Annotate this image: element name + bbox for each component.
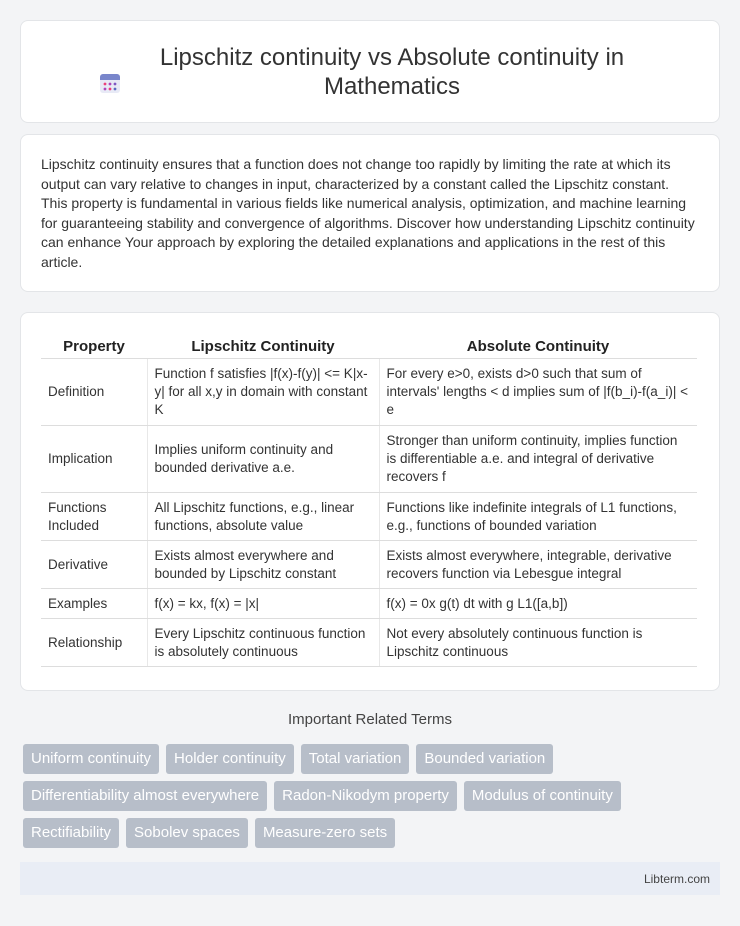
row-lipschitz: f(x) = kx, f(x) = |x| [147,589,379,619]
table-header-row [41,335,697,359]
row-absolute: Stronger than uniform continuity, implies function is differentiable a.e. and integral of derivative recovers f [379,426,697,493]
title-wrap [98,43,642,101]
tag-radon-nikodym[interactable]: Radon-Nikodym property [274,781,457,811]
tag-row [23,818,723,848]
row-property: Functions Included [41,493,147,541]
tag-sobolev-spaces[interactable]: Sobolev spaces [126,818,248,848]
row-lipschitz: Implies uniform continuity and bounded derivative a.e. [147,426,379,493]
tag-rectifiability[interactable]: Rectifiability [23,818,119,848]
row-absolute: Exists almost everywhere, integrable, derivative recovers function via Lebesgue integral [379,541,697,589]
row-property: Examples [41,589,147,619]
row-lipschitz: Every Lipschitz continuous function is absolutely continuous [147,619,379,667]
tag-modulus-of-continuity[interactable]: Modulus of continuity [464,781,621,811]
tag-bounded-variation[interactable]: Bounded variation [416,744,553,774]
calendar-icon [98,71,122,95]
related-terms [23,744,723,855]
tag-holder-continuity[interactable]: Holder continuity [166,744,294,774]
table-row [41,493,697,541]
comparison-table [41,335,697,667]
row-lipschitz: Function f satisfies |f(x)-f(y)| <= K|x-y| for all x,y in domain with constant K [147,359,379,426]
tag-row [23,781,723,811]
tag-uniform-continuity[interactable]: Uniform continuity [23,744,159,774]
tag-total-variation[interactable]: Total variation [301,744,410,774]
comparison-table-card [20,312,720,691]
footer-site-link[interactable]: Libterm.com [643,871,710,886]
row-absolute: Functions like indefinite integrals of L1 functions, e.g., functions of bounded variation [379,493,697,541]
row-lipschitz: All Lipschitz functions, e.g., linear functions, absolute value [147,493,379,541]
tag-differentiability[interactable]: Differentiability almost everywhere [23,781,267,811]
row-property: Relationship [41,619,147,667]
intro-text: Lipschitz continuity ensures that a function does not change too rapidly by limiting the rate at which its output can vary relative to changes in input, characterized by a constant called the Lipschitz constant. This property is fundamental in various fields like numerical analysis, optimization, and machine learning for guaranteeing stability and convergence of algorithms. Discover how understanding Lipschitz continuity can enhance Your approach by exploring the detailed explanations and applications in the rest of this article. [41,156,695,270]
row-absolute: For every e>0, exists d>0 such that sum of intervals' lengths < d implies sum of |f(b_i)-f(a_i)| < e [379,359,697,426]
header-lipschitz: Lipschitz Continuity [147,335,379,359]
tag-measure-zero-sets[interactable]: Measure-zero sets [255,818,395,848]
tag-row [23,744,723,774]
table-row [41,541,697,589]
row-property: Derivative [41,541,147,589]
table-row [41,426,697,493]
row-absolute: f(x) = 0x g(t) dt with g L1([a,b]) [379,589,697,619]
table-row [41,619,697,667]
table-row [41,589,697,619]
row-absolute: Not every absolutely continuous function is Lipschitz continuous [379,619,697,667]
related-terms-title: Important Related Terms [288,711,452,728]
row-lipschitz: Exists almost everywhere and bounded by Lipschitz constant [147,541,379,589]
table-row [41,359,697,426]
intro-card [20,134,720,292]
header-absolute: Absolute Continuity [379,335,697,359]
header-property: Property [41,335,147,359]
row-property: Definition [41,359,147,426]
header-card [20,20,720,123]
row-property: Implication [41,426,147,493]
footer [20,862,720,895]
page-title: Lipschitz continuity vs Absolute continuity in Mathematics [159,43,625,100]
